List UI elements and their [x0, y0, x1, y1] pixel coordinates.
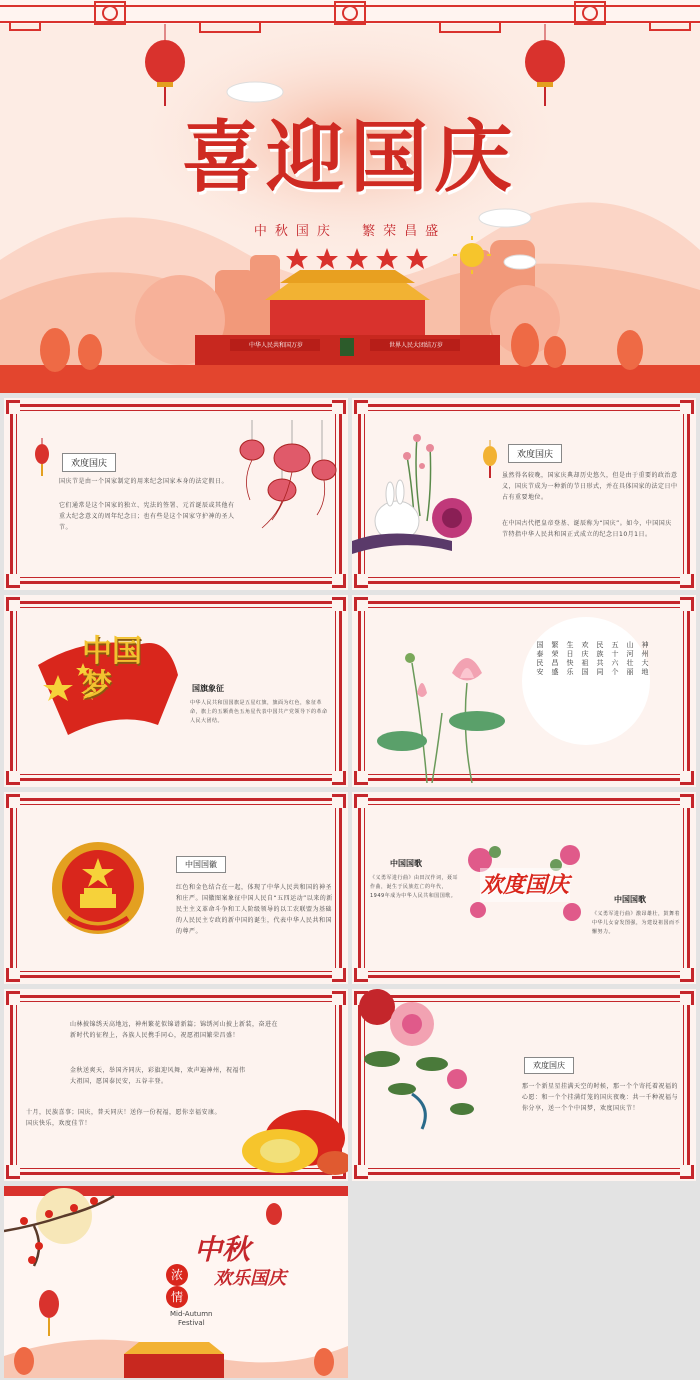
emblem-icon [48, 838, 148, 938]
slide-para-2: 它们通常是这个国家的独立、宪法的签署、元首诞辰或其他有重大纪念意义的周年纪念日；也有些是这个国家守护神的圣人节。 [59, 502, 235, 531]
poem-columns [530, 641, 650, 741]
poem-column: 山河壮丽 [626, 641, 634, 677]
banner-left: 中华人民共和国万岁 [248, 342, 303, 349]
wish-bullet-2: 金秋送爽天，举国齐同庆，彩旗迎风舞，欢声遍神州，祝福伟大祖国，愿国泰民安，五谷丰登。 [70, 1067, 246, 1085]
slide-heading: 欢度国庆 [62, 453, 116, 472]
anthem-left-heading: 中国国歌 [390, 859, 422, 868]
wish-bullet-3: 十月，民族喜事；国庆，普天同庆！送你一份祝福，愿你幸福安康。国庆快乐，欢度佳节！ [26, 1109, 222, 1127]
lantern-icon [32, 438, 52, 478]
slide-emblem[interactable] [4, 792, 348, 984]
cover-subtitle: 中秋国庆 繁荣昌盛 [253, 224, 447, 239]
anthem-right-heading: 中国国歌 [614, 895, 646, 904]
poem-column: 五十六个 [611, 641, 619, 677]
slide-celebrate[interactable] [352, 989, 696, 1181]
peony-bird-illustration [352, 989, 492, 1139]
slide-mid-autumn[interactable] [4, 1186, 348, 1378]
slide-heading: 国旗象征 [192, 684, 224, 693]
slide-flag[interactable] [4, 595, 348, 787]
mid-autumn-en-1: Mid-Autumn [170, 1310, 213, 1318]
banner-right: 世界人民大团结万岁 [388, 342, 443, 349]
rabbit-flower-illustration [352, 426, 487, 566]
poem-column: 民族共同 [596, 641, 604, 677]
slide-national-day-2[interactable] [352, 398, 696, 590]
lantern-icon [480, 440, 500, 480]
mid-autumn-circle: 情 [166, 1286, 188, 1308]
poem-column: 国泰民安 [536, 641, 544, 677]
slide-heading: 欢度国庆 [508, 444, 562, 463]
slide-heading: 中国国徽 [176, 856, 226, 873]
slide-para: 红色和金色结合在一起，体现了中华人民共和国的神圣和庄严。国徽图案象征中国人民自“五四运动”以来的新民主主义革命斗争和工人阶级领导的以工农联盟为基础的人民民主专政的新中国的诞生，代表中华人民共和国的尊严。 [176, 884, 333, 935]
slide-para-2: 在中国古代把皇帝登基、诞辰称为“国庆”。如今，中国国庆节特指中华人民共和国正式成立的纪念日10月1日。 [502, 520, 672, 538]
mid-autumn-subtitle: 欢乐国庆 [214, 1268, 286, 1289]
lanterns-illustration [232, 420, 342, 530]
mid-autumn-title: 中秋 [194, 1233, 251, 1266]
mid-autumn-en-2: Festival [178, 1319, 205, 1327]
cover-title: 喜迎国庆 [181, 112, 518, 203]
lotus-illustration [372, 633, 522, 783]
slide-heading: 欢度国庆 [524, 1057, 574, 1074]
wish-bullet-1: 山林披锦绣天高地远，神州繁花似锦谱新篇；锦绣河山披上新装，奋进在新时代的征程上，各族人民携手同心，祝愿祖国繁荣昌盛！ [70, 1021, 279, 1039]
poem-column: 神州大地 [641, 641, 649, 677]
poem-column: 生日快乐 [566, 641, 574, 677]
poem-column: 欢庆祖国 [581, 641, 589, 677]
slide-lotus-poem[interactable] [352, 595, 696, 787]
mid-autumn-circle: 浓 [166, 1264, 188, 1286]
anthem-right-para: 《义勇军进行曲》激昂雄壮，鼓舞着中华儿女奋发图强，为建设祖国而不懈努力。 [592, 911, 681, 935]
slide-national-day-1[interactable] [4, 398, 348, 590]
slide-para: 中华人民共和国国旗是五星红旗，旗面为红色，象征革命，旗上的五颗黄色五角星代表中国共产党领导下的革命人民大团结。 [190, 700, 328, 724]
peony-illustration [210, 1093, 348, 1178]
poem-column: 繁荣昌盛 [551, 641, 559, 677]
cover-slide[interactable] [0, 0, 700, 393]
slide-para-1: 国庆节是由一个国家制定的用来纪念国家本身的法定假日。 [59, 478, 229, 485]
slide-para: 那一个新星星挂满天空的时候，那一个个寄托着祝福的心愿：和一个个挂满灯笼的国庆夜晚：共一千种祝福与你分享，送一个个中国梦，欢度国庆节！ [522, 1083, 679, 1112]
slide-para-1: 虽然得名较晚，国家庆典却历史悠久，但是由于重要的政治意义，国庆节成为一种新的节日形式，并在具体国家的法定日中占有重要地位。 [502, 472, 678, 501]
slide-wishes[interactable] [4, 989, 348, 1181]
anthem-center-text: 欢度国庆 [480, 872, 569, 898]
slide-anthem[interactable] [352, 792, 696, 984]
dream-text: 中国梦 [82, 634, 142, 703]
anthem-left-para: 《义勇军进行曲》由田汉作词，聂耳作曲，诞生于民族危亡的年代，1949年成为中华人民共和国国歌。 [370, 875, 459, 899]
